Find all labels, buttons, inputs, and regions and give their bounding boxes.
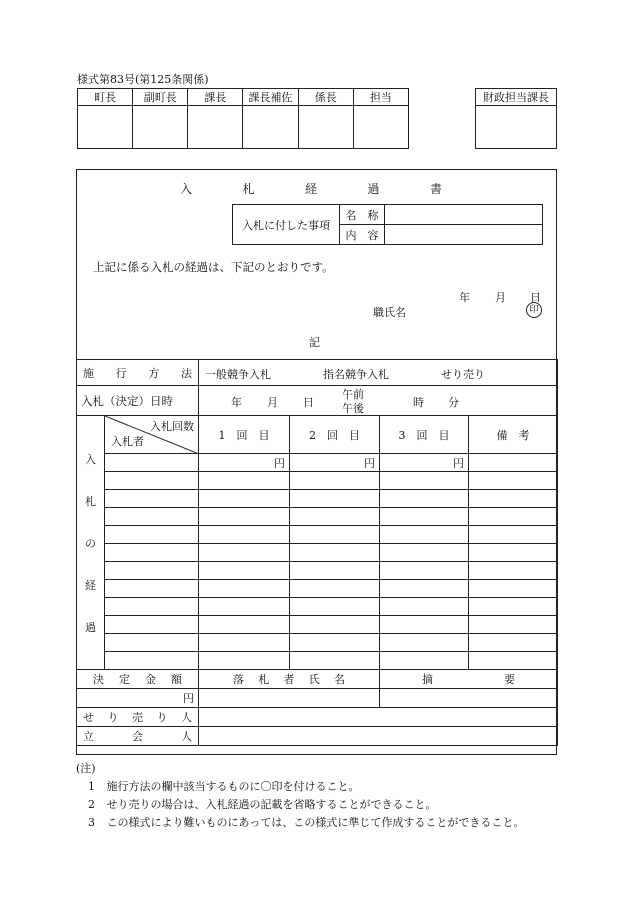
remarks-cell[interactable] — [469, 616, 558, 634]
approval-header-director: 課長 — [188, 89, 243, 106]
approval-stamp-box — [298, 106, 353, 149]
note-item: 3 この様式により難いものにあっては、この様式に準じて作成することができること。 — [88, 816, 525, 829]
summary-label: 摘 要 — [380, 670, 558, 689]
yen-cell[interactable]: 円 — [380, 454, 469, 472]
bid-cell[interactable] — [199, 508, 290, 526]
winner-name-field[interactable] — [199, 689, 380, 708]
content-field[interactable] — [385, 225, 543, 245]
bid-cell[interactable] — [380, 490, 469, 508]
bid-cell[interactable] — [380, 526, 469, 544]
bid-cell[interactable] — [199, 490, 290, 508]
bidder-cell[interactable] — [105, 526, 199, 544]
bid-cell[interactable] — [380, 580, 469, 598]
bid-cell[interactable] — [290, 580, 380, 598]
approval-stamp-box — [133, 106, 188, 149]
name-field[interactable] — [385, 205, 543, 225]
bid-cell[interactable] — [199, 652, 290, 670]
bidder-cell[interactable] — [105, 598, 199, 616]
bid-cell[interactable] — [199, 598, 290, 616]
method-label: 施 行 方 法 — [77, 360, 199, 386]
bidder-cell[interactable] — [105, 454, 199, 472]
bid-grid — [76, 359, 558, 746]
yen-cell[interactable]: 円 — [290, 454, 380, 472]
bid-cell[interactable] — [199, 562, 290, 580]
bid-cell[interactable] — [290, 616, 380, 634]
remarks-cell[interactable] — [469, 598, 558, 616]
method-option-general[interactable]: 一般競争入札 — [205, 368, 271, 381]
remarks-cell[interactable] — [469, 652, 558, 670]
bid-cell[interactable] — [380, 472, 469, 490]
bid-cell[interactable] — [199, 634, 290, 652]
approval-table — [77, 88, 409, 149]
pm-label: 午後 — [342, 402, 364, 415]
bidder-label: 入札者 — [111, 435, 144, 448]
bid-cell[interactable] — [290, 544, 380, 562]
bidder-cell[interactable] — [105, 616, 199, 634]
datetime-label: 入札（決定）日時 — [77, 386, 199, 416]
bid-cell[interactable] — [380, 562, 469, 580]
official-name-label: 職氏名 — [373, 306, 406, 319]
bidder-cell[interactable] — [105, 580, 199, 598]
yen-cell[interactable]: 円 — [199, 454, 290, 472]
round-2-header: 2 回 目 — [290, 416, 380, 454]
bid-cell[interactable] — [290, 526, 380, 544]
bid-cell[interactable] — [199, 616, 290, 634]
bid-cell[interactable] — [290, 490, 380, 508]
bidder-cell[interactable] — [105, 652, 199, 670]
intro-text: 上記に係る入札の経過は、下記のとおりです。 — [93, 260, 334, 274]
bid-process-side-label: 入 札 の 経 過 — [77, 416, 105, 670]
bid-cell[interactable] — [290, 652, 380, 670]
bidder-cell[interactable] — [105, 634, 199, 652]
bid-cell[interactable] — [199, 544, 290, 562]
remarks-cell[interactable] — [469, 580, 558, 598]
approval-header-deputy-mayor: 副町長 — [133, 89, 188, 106]
note-item: 1 施行方法の欄中該当するものに〇印を付けること。 — [88, 780, 360, 793]
date-day-label: 日 — [530, 291, 541, 304]
bid-cell[interactable] — [290, 508, 380, 526]
bid-diagonal-header — [105, 416, 199, 454]
decision-amount-field[interactable]: 円 — [77, 689, 199, 708]
date-year-label: 年 — [459, 291, 470, 304]
approval-header-section-chief: 係長 — [298, 89, 353, 106]
note-item: 2 せり売りの場合は、入札経過の記載を省略することができること。 — [88, 798, 437, 811]
subject-label: 入札に付した事項 — [233, 205, 340, 245]
approval-stamp-box — [353, 106, 408, 149]
auctioneer-field[interactable] — [199, 708, 558, 727]
bid-cell[interactable] — [380, 652, 469, 670]
bidder-cell[interactable] — [105, 472, 199, 490]
bid-cell[interactable] — [290, 472, 380, 490]
remarks-cell[interactable] — [469, 544, 558, 562]
bidder-cell[interactable] — [105, 562, 199, 580]
form-number: 様式第83号(第125条関係) — [77, 73, 209, 86]
bid-cell[interactable] — [380, 634, 469, 652]
bidder-cell[interactable] — [105, 508, 199, 526]
round-3-header: 3 回 目 — [380, 416, 469, 454]
bid-cell[interactable] — [380, 508, 469, 526]
bidder-cell[interactable] — [105, 544, 199, 562]
name-label: 名 称 — [340, 205, 385, 225]
remarks-cell[interactable] — [469, 508, 558, 526]
approval-stamp-box — [78, 106, 133, 149]
approval-stamp-box — [188, 106, 243, 149]
notes-title: (注) — [76, 762, 96, 775]
approval-stamp-box — [243, 106, 298, 149]
witness-label: 立 会 人 — [77, 727, 199, 746]
auctioneer-label: せ り 売 り 人 — [77, 708, 199, 727]
round-1-header: 1 回 目 — [199, 416, 290, 454]
finance-header: 財政担当課長 — [476, 89, 557, 106]
remarks-cell[interactable] — [469, 490, 558, 508]
bid-cell[interactable] — [290, 562, 380, 580]
bid-cell[interactable] — [199, 580, 290, 598]
subject-table — [232, 204, 543, 245]
remarks-cell[interactable] — [469, 472, 558, 490]
method-options — [199, 360, 558, 386]
bid-cell[interactable] — [380, 598, 469, 616]
winner-name-label: 落 札 者 氏 名 — [199, 670, 380, 689]
method-option-nominated[interactable]: 指名競争入札 — [323, 368, 389, 381]
finance-approval-table — [475, 88, 557, 149]
witness-field[interactable] — [199, 727, 558, 746]
content-label: 内 容 — [340, 225, 385, 245]
approval-header-mayor: 町長 — [78, 89, 133, 106]
remarks-header: 備 考 — [469, 416, 558, 454]
am-label: 午前 — [342, 388, 364, 401]
bid-cell[interactable] — [290, 634, 380, 652]
record-label: 記 — [309, 336, 320, 349]
method-option-auction[interactable]: せり売り — [441, 368, 485, 381]
remarks-cell[interactable] — [469, 562, 558, 580]
date-month-label: 月 — [495, 291, 506, 304]
remarks-cell[interactable] — [469, 526, 558, 544]
bid-count-label: 入札回数 — [150, 420, 194, 433]
bid-cell[interactable] — [380, 544, 469, 562]
summary-field[interactable] — [380, 689, 558, 708]
approval-header-staff: 担当 — [353, 89, 408, 106]
bid-cell[interactable] — [380, 616, 469, 634]
bidder-cell[interactable] — [105, 490, 199, 508]
remarks-cell[interactable] — [469, 634, 558, 652]
decision-amount-label: 決 定 金 額 — [77, 670, 199, 689]
seal-mark: 印 — [526, 302, 542, 318]
bid-cell[interactable] — [290, 598, 380, 616]
approval-header-assistant-director: 課長補佐 — [243, 89, 298, 106]
remarks-cell[interactable] — [469, 454, 558, 472]
bid-cell[interactable] — [199, 526, 290, 544]
datetime-field[interactable]: 年 月 日 午前 午後 時 分 — [199, 386, 558, 416]
bid-cell[interactable] — [199, 472, 290, 490]
document-title: 入 札 経 過 書 — [180, 182, 442, 196]
finance-stamp-box — [476, 106, 557, 149]
